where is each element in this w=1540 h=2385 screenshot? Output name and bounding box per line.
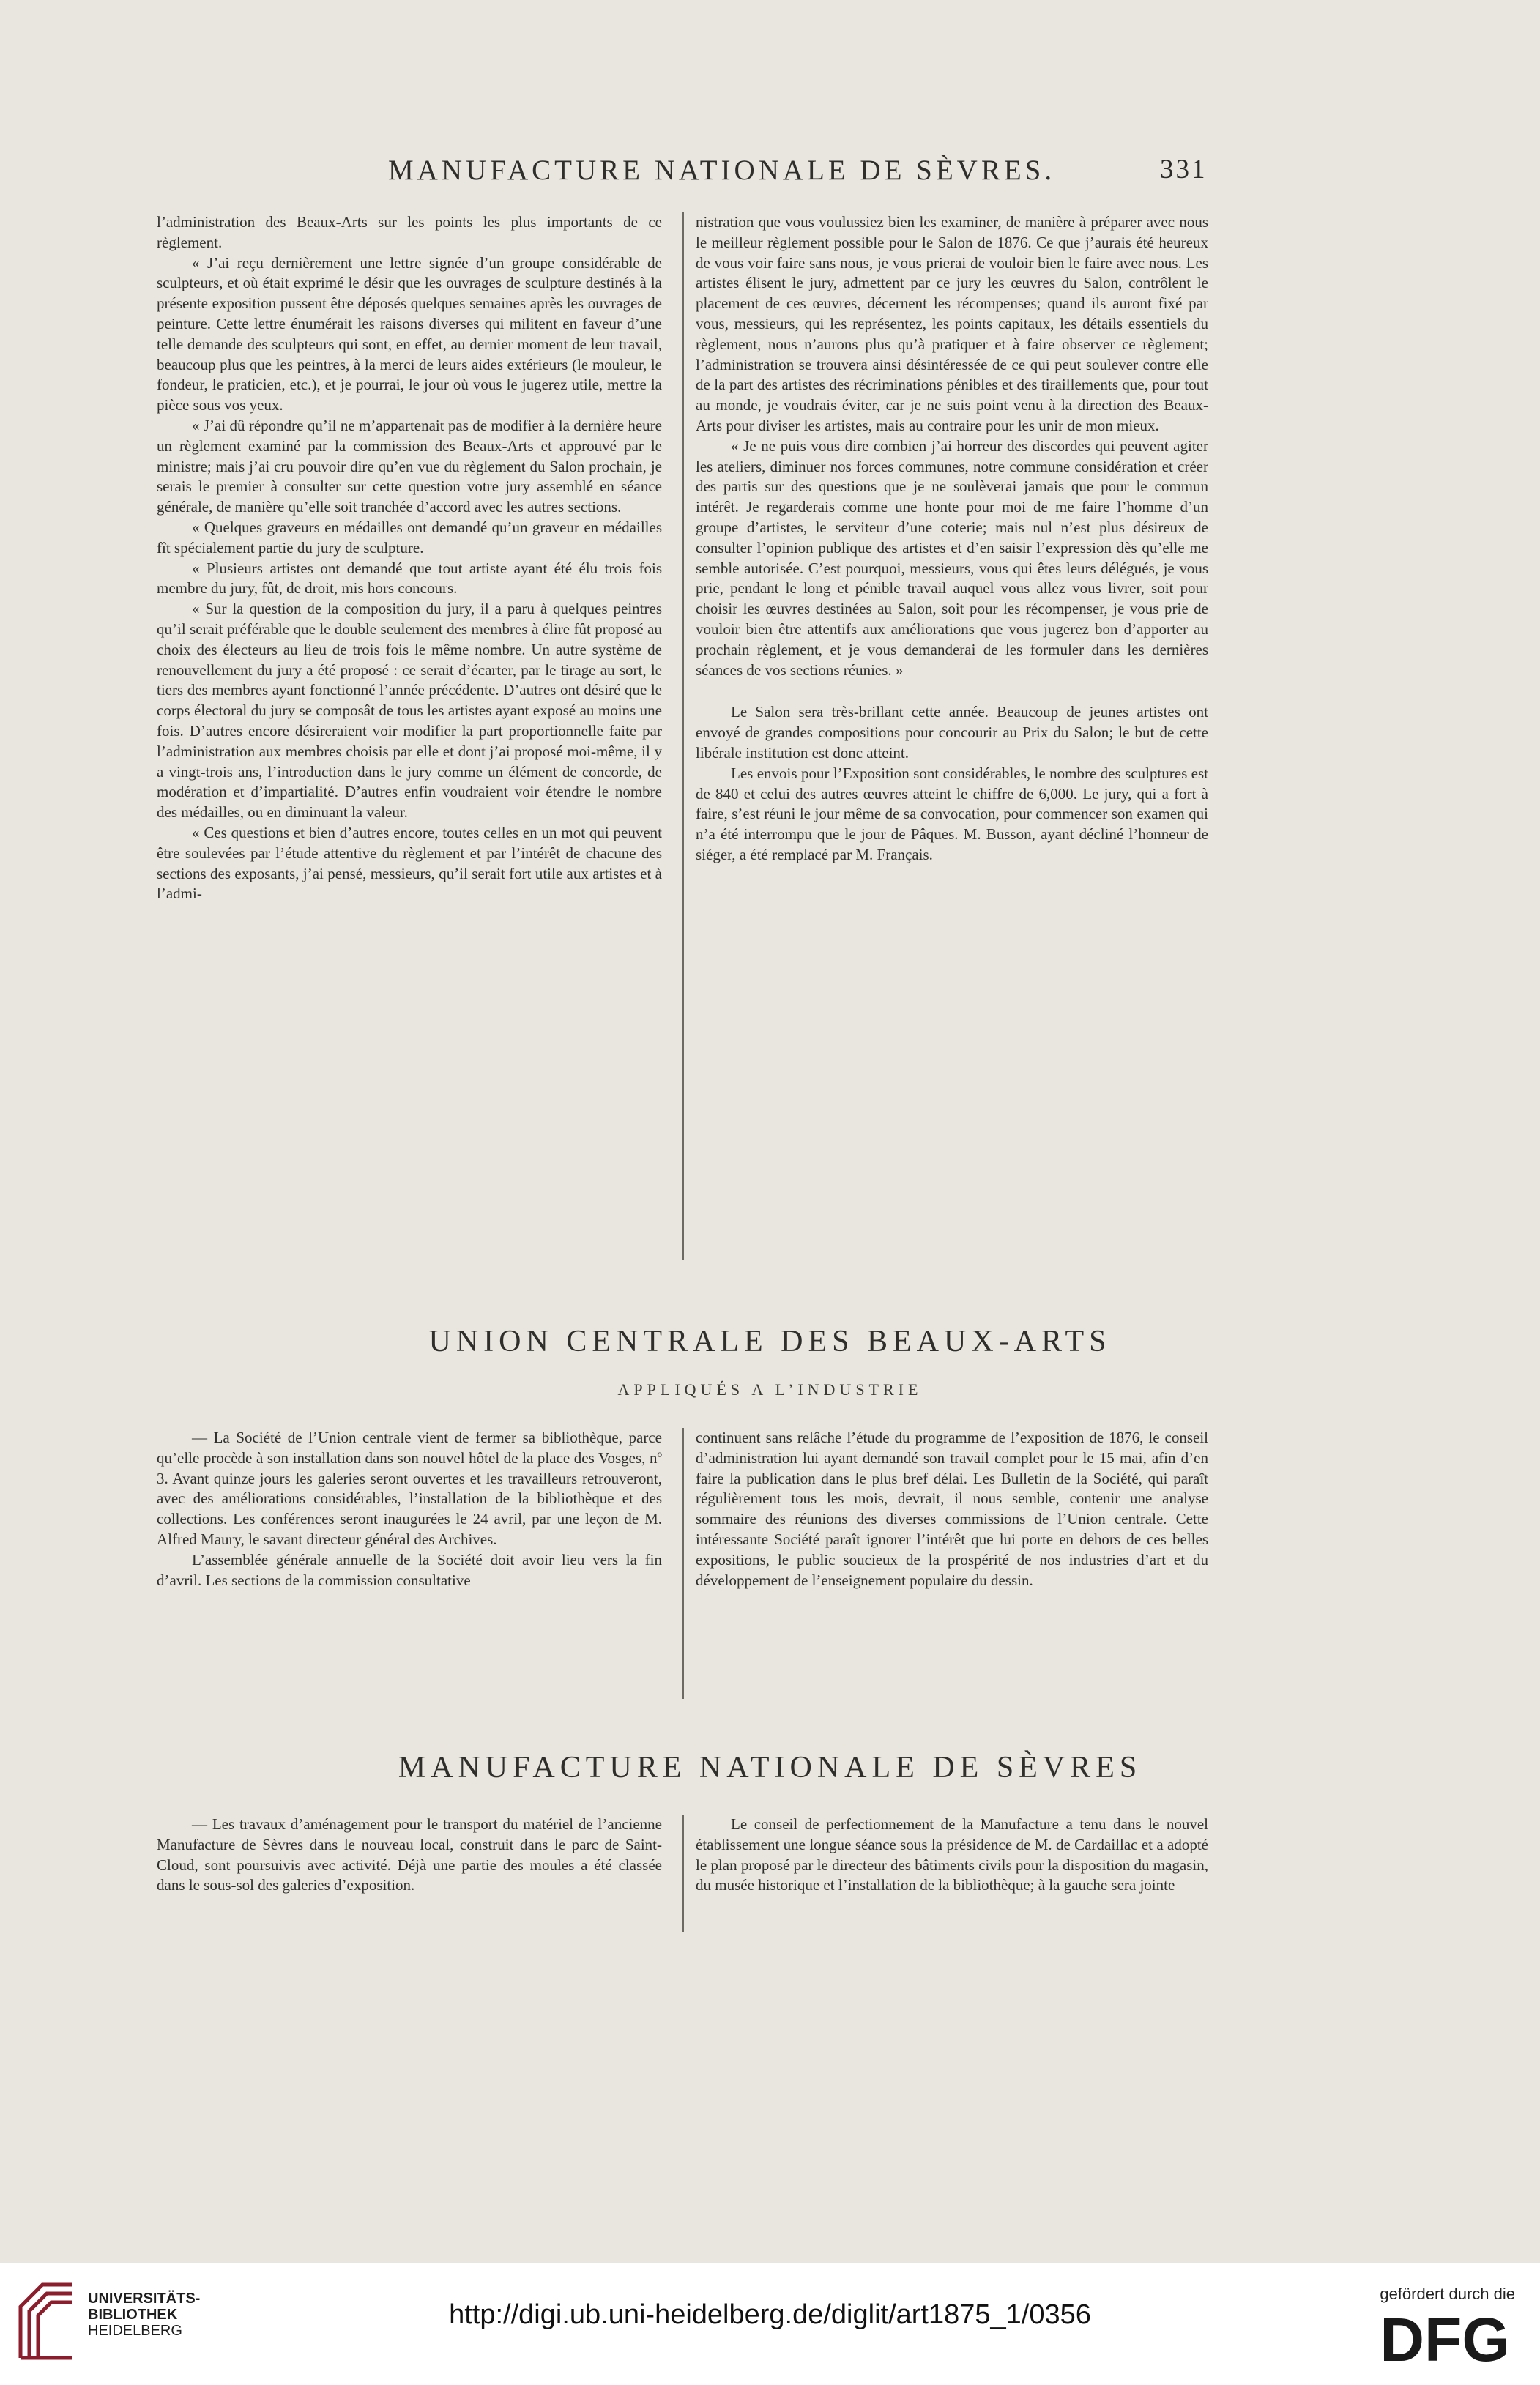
paragraph: « Plusieurs artistes ont demandé que tout artiste ayant été élu trois fois membre du jury, fût, de droit, mis hors concours.: [157, 559, 662, 598]
sevres-right-column: [696, 1815, 1208, 1896]
column-divider: [682, 1815, 684, 1932]
source-url-link[interactable]: http://digi.ub.uni-heidelberg.de/diglit/art1875_1/0356: [449, 2299, 1091, 2330]
paragraph: « Je ne puis vous dire combien j’ai horreur des discordes qui peuvent agiter les ateliers, diminuer nos forces communes, notre commune considération et créer des partis sur des questions que je ne soulèverai jamais que pour le commun intérêt. Je regarderais comme une honte pour moi de me faire l’homme d’un groupe d’artistes, le serviteur d’une coterie; mais nul n’est plus désireux de consulter l’opinion publique des artistes et d’en saisir l’expression dès qu’elle me semble autorisée. C’est pourquoi, messieurs, vous qui êtes leurs délégués, je vous prie, pendant le long et pénible travail auquel vous allez vous livrer, soit pour choisir les œuvres destinées au Salon, soit pour les récompenser, je vous prie de vouloir bien être attentifs aux améliorations que vous jugerez bon d’apporter au prochain règlement, et je vous demanderai de les formuler dans les dernières séances de vos sections réunies. »: [696, 436, 1208, 679]
paragraph: « J’ai reçu dernièrement une lettre signée d’un groupe considérable de sculpteurs, et où était exprimé le désir que les ouvrages de sculpture destinés à la présente exposition pussent être déposés quelques semaines après les ouvrages de peinture. Cette lettre énumérait les raisons diverses qui militent en faveur d’une telle demande des sculpteurs qui sont, en effet, au dernier moment de leur travail, beaucoup plus que les peintres, à la merci de leurs aides extérieurs (le mouleur, le fondeur, le praticien, etc.), et je pourrai, le jour où vous le jugerez utile, mettre la pièce sous vos yeux.: [157, 253, 662, 414]
section-title-sevres: MANUFACTURE NATIONALE DE SÈVRES: [398, 1751, 1142, 1785]
section-subtitle-union: APPLIQUÉS A L’INDUSTRIE: [617, 1380, 923, 1399]
paragraph: Les envois pour l’Exposition sont considérables, le nombre des sculptures est de 840 et celui des autres œuvres atteint le chiffre de 6,000. Le jury, qui a fort à faire, s’est réuni le jour même de sa convocation, pour commencer son examen qui n’a été interrompu que le jour de Pâques. M. Busson, ayant décliné l’honneur de siéger, a été remplacé par M. Français.: [696, 764, 1208, 863]
top-left-column: [157, 212, 662, 904]
section-title-union: UNION CENTRALE DES BEAUX-ARTS: [428, 1325, 1112, 1358]
paragraph: — Les travaux d’aménagement pour le transport du matériel de l’ancienne Manufacture de Sèvres dans le nouveau local, construit dans le parc de Saint-Cloud, sont poursuivis avec activité. Déjà une partie des moules a été classée dans le sous-sol des galeries d’exposition.: [157, 1815, 662, 1894]
paragraph: Le Salon sera très-brillant cette année. Beaucoup de jeunes artistes ont envoyé de grandes compositions pour concourir au Prix du Salon; le but de cette libérale institution est donc atteint.: [696, 703, 1208, 762]
institution-line: UNIVERSITÄTS-: [88, 2291, 201, 2307]
dfg-logo-text: DFG: [1380, 2308, 1510, 2367]
column-divider: [682, 212, 684, 1260]
paragraph: continuent sans relâche l’étude du programme de l’exposition de 1876, le conseil d’administration lui ayant demandé son travail complet pour le 15 mai, afin d’en faire la publication dans le plus bref délai. Les Bulletin de la Société, qui paraît régulièrement tous les mois, devrait, il nous semble, contenir une analyse sommaire des réunions des diverses commissions de l’Union centrale. Cette intéressante Société paraît ignorer l’intérêt que lui porte en dehors de ces belles expositions, le public soucieux de la prospérité de nos industries d’art et du développement de l’enseignement populaire du dessin.: [696, 1429, 1208, 1589]
dfg-logo-icon: [1372, 2308, 1518, 2367]
paragraph: « Quelques graveurs en médailles ont demandé qu’un graveur en médailles fît spécialement partie du jury de sculpture.: [157, 518, 662, 557]
sevres-left-column: [157, 1815, 662, 1896]
running-title: MANUFACTURE NATIONALE DE SÈVRES.: [388, 155, 1056, 186]
paragraph: « Ces questions et bien d’autres encore, toutes celles en un mot qui peuvent être soulevées par l’étude attentive du règlement et par l’intérêt de chacune des sections des exposants, j’ai pensé, messieurs, qu’il serait fort utile aux artistes et à l’admi-: [157, 823, 662, 903]
institution-line: BIBLIOTHEK: [88, 2307, 178, 2323]
paragraph: l’administration des Beaux-Arts sur les points les plus importants de ce règlement.: [157, 213, 662, 251]
page-number: 331: [1160, 155, 1208, 185]
institution-line: HEIDELBERG: [88, 2323, 182, 2339]
paragraph: Le conseil de perfectionnement de la Manufacture a tenu dans le nouvel établissement une longue séance sous la présidence de M. de Cardaillac et a adopté le plan proposé par le directeur des bâtiments civils pour la disposition du magasin, du musée historique et l’installation de la bibliothèque; à la gauche sera jointe: [696, 1815, 1208, 1894]
funded-by-label: gefördert durch die: [1380, 2285, 1515, 2303]
union-left-column: [157, 1428, 662, 1590]
footer-bar: [0, 2263, 1540, 2385]
paragraph: nistration que vous voulussiez bien les examiner, de manière à préparer avec nous le meilleur règlement possible pour le Salon de 1876. Ce que j’aurais été heureux de vous voir faire sans nous, je vous prierai de vouloir bien le faire avec nous. Les artistes élisent le jury, admettent par ce jury les œuvres du Salon, contrôlent le placement de ces œuvres, décernent les récompenses; quand ils auront fixé par vous, messieurs, qui les représentez, les points capitaux, les détails essentiels du règlement, nous n’aurons plus qu’à pratiquer et à faire observer ce règlement; l’administration se trouvera ainsi désintéressée de ce qui peut soulever contre elle de la part des artistes des récriminations pénibles et des tiraillements que, pour tout au monde, je voudrais éviter, car je ne suis point venu à la direction des Beaux-Arts pour diviser les artistes, mais au contraire pour les unir de mon mieux.: [696, 213, 1208, 434]
union-right-column: [696, 1428, 1208, 1590]
paragraph: « Sur la question de la composition du jury, il a paru à quelques peintres qu’il serait préférable que le double seulement des membres à élire fût proposé au choix des électeurs au lieu de trois fois le même nombre. Un autre système de renouvellement du jury a été proposé : ce serait d’écarter, par le tirage au sort, le tiers des membres ayant fonctionné l’année précédente. D’autres ont désiré que le corps électoral du jury se composât de tous les artistes ayant exposé au moins une fois. D’autres encore désireraient voir modifier la part proportionnelle faite par l’administration aux membres choisis par elle et dont j’ai proposé moi-même, il y a vingt-trois ans, l’introduction dans le jury comme un élément de concorde, de modération et d’impartialité. D’autres enfin voudraient voir étendre le nombre des médailles, ou en diminuant la valeur.: [157, 600, 662, 822]
top-right-column: [696, 212, 1208, 866]
column-divider: [682, 1428, 684, 1699]
paragraph: — La Société de l’Union centrale vient de fermer sa bibliothèque, parce qu’elle procède à son installation dans son nouvel hôtel de la place des Vosges, nº 3. Avant quinze jours les galeries seront ouvertes et les travailleurs retrouveront, avec des améliorations considérables, l’installation de la bibliothèque et des collections. Les conférences seront inaugurées le 24 avril, par une leçon de M. Alfred Maury, le savant directeur général des Archives.: [157, 1429, 662, 1548]
paragraph: L’assemblée générale annuelle de la Société doit avoir lieu vers la fin d’avril. Les sections de la commission consultative: [157, 1550, 662, 1589]
paragraph: « J’ai dû répondre qu’il ne m’appartenait pas de modifier à la dernière heure un règlement examiné par la commission des Beaux-Arts et approuvé par le ministre; mais j’ai cru pouvoir dire qu’en vue du règlement du Salon prochain, je serais le premier à consulter sur cette question votre jury assemblé en séance générale, de manière qu’elle soit tranchée d’accord avec les autres sections.: [157, 416, 662, 516]
